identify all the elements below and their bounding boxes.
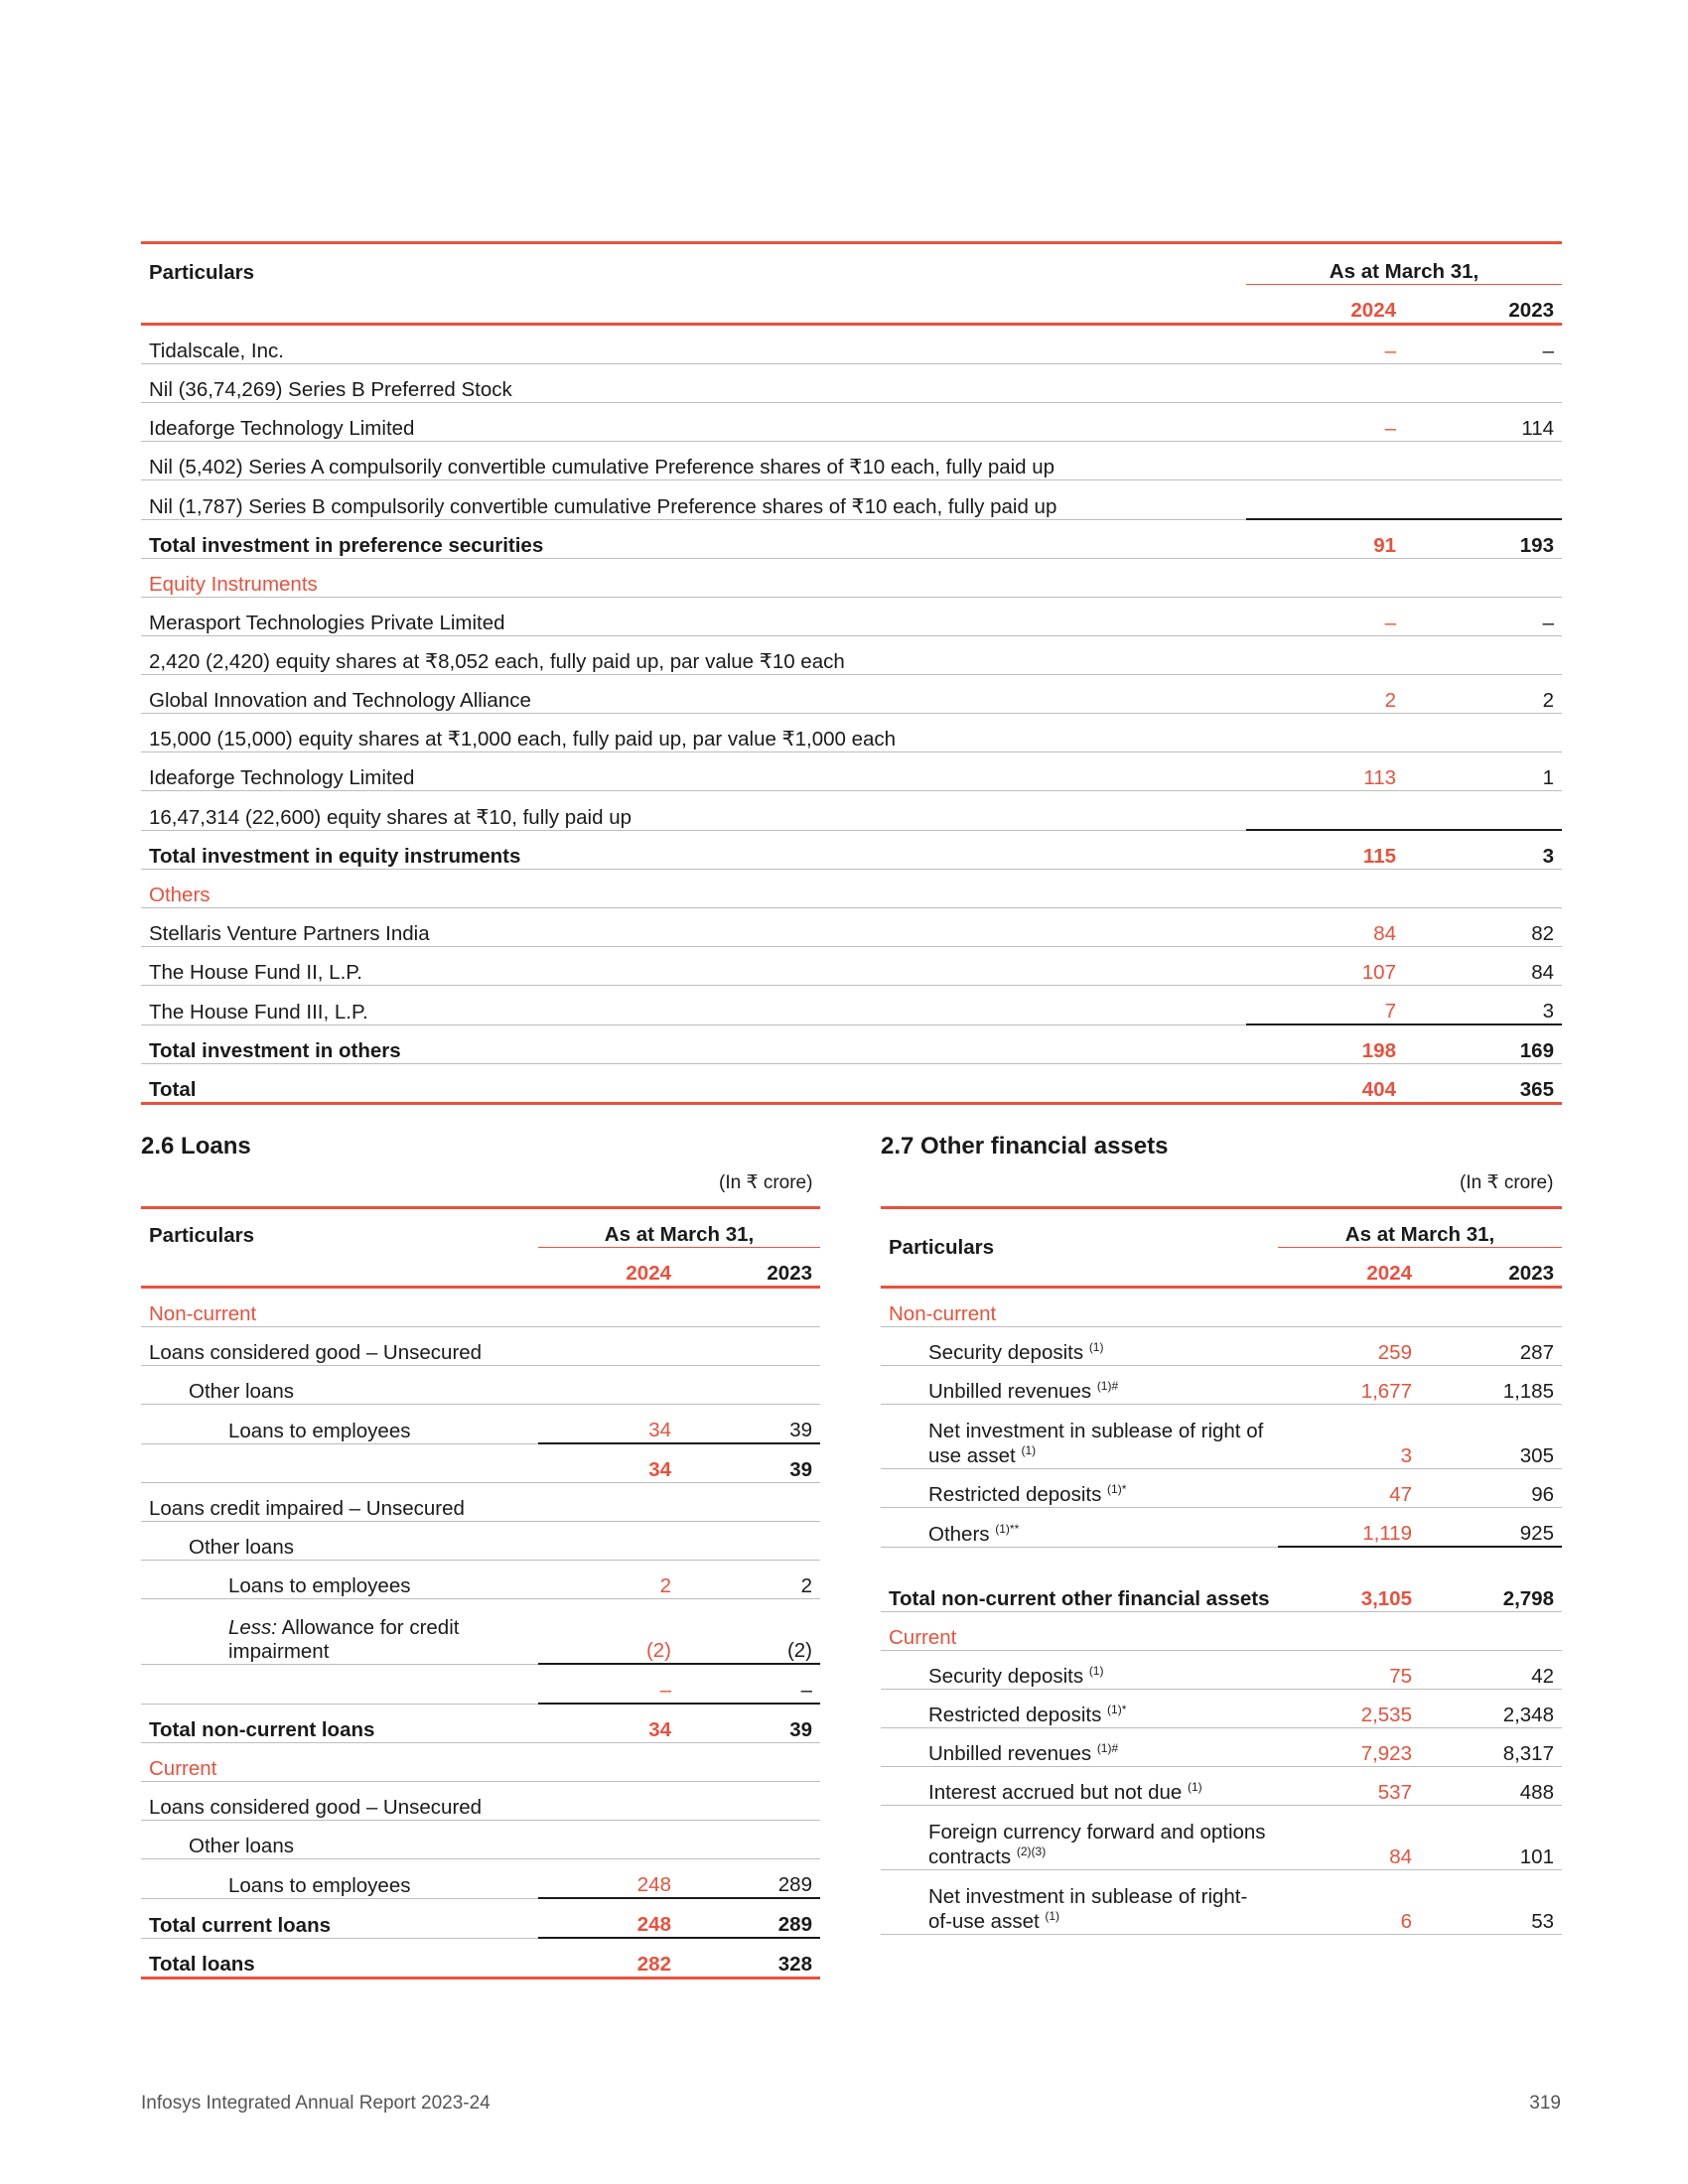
table-row <box>881 1690 1562 1728</box>
footnote-ref: (1)# <box>1096 1379 1119 1394</box>
value-2024: 198 <box>1246 1024 1404 1064</box>
table-row <box>141 791 1562 831</box>
row-label: Stellaris Venture Partners India <box>141 908 1246 947</box>
table-row <box>141 714 1562 752</box>
row-label <box>881 1508 1278 1548</box>
value-2023: 2 <box>1404 675 1562 714</box>
value-2024 <box>538 1782 679 1821</box>
grand-total-row <box>141 1064 1562 1104</box>
table-row <box>141 1405 820 1444</box>
row-label: Tidalscale, Inc. <box>141 325 1246 364</box>
row-label <box>141 1443 538 1483</box>
other-financial-assets-table <box>881 1206 1562 1935</box>
row-label: Nil (36,74,269) Series B Preferred Stock <box>141 364 1246 403</box>
value-2024: 2 <box>1246 675 1404 714</box>
row-label <box>141 1599 538 1665</box>
row-label <box>881 1870 1278 1935</box>
subtotal-row <box>141 1664 820 1704</box>
row-label-text: Others <box>928 1522 990 1546</box>
less-label: Less: <box>228 1615 277 1639</box>
table-row <box>141 636 1562 675</box>
value-2024: 91 <box>1246 519 1404 559</box>
table-row <box>881 1366 1562 1405</box>
value-2023 <box>1404 559 1562 598</box>
value-2023 <box>679 1522 820 1561</box>
value-2023: – <box>679 1664 820 1704</box>
value-2024: 47 <box>1278 1469 1420 1508</box>
value-2024: 259 <box>1278 1327 1420 1366</box>
row-label-text: Net investment in sublease of right-of-use asset <box>928 1885 1248 1933</box>
value-2024 <box>1278 1612 1420 1651</box>
row-label <box>881 1469 1278 1508</box>
value-2023 <box>679 1288 820 1327</box>
col-as-at: As at March 31, <box>1246 243 1562 285</box>
row-label: Loans credit impaired – Unsecured <box>141 1483 538 1522</box>
row-label: 16,47,314 (22,600) equity shares at ₹10, fully paid up <box>141 791 1246 831</box>
value-2024 <box>1246 636 1404 675</box>
row-label: Other loans <box>141 1522 538 1561</box>
table-row <box>141 325 1562 364</box>
value-2023: 193 <box>1404 519 1562 559</box>
value-2023: 53 <box>1420 1870 1562 1935</box>
row-label: Total non-current other financial assets <box>881 1547 1278 1612</box>
table-row <box>141 1599 820 1665</box>
value-2023: 488 <box>1420 1767 1562 1806</box>
value-2024: 34 <box>538 1443 679 1483</box>
value-2023 <box>679 1483 820 1522</box>
value-2024: 7 <box>1246 986 1404 1025</box>
section-heading: Non-current <box>881 1288 1278 1327</box>
table-row <box>141 1522 820 1561</box>
subtotal-row <box>141 519 1562 559</box>
row-label <box>881 1327 1278 1366</box>
value-2024: 2 <box>538 1561 679 1599</box>
row-label: Total current loans <box>141 1898 538 1938</box>
value-2024: 7,923 <box>1278 1728 1420 1767</box>
table-header-row <box>141 1248 820 1288</box>
row-label-text: Foreign currency forward and options contracts <box>928 1821 1266 1868</box>
table-row <box>881 1651 1562 1690</box>
row-label <box>881 1728 1278 1767</box>
value-2023 <box>679 1327 820 1366</box>
value-2023: (2) <box>679 1599 820 1665</box>
page-number: 319 <box>1529 2093 1561 2114</box>
section-heading-row <box>881 1612 1562 1651</box>
value-2024: 1,119 <box>1278 1508 1420 1548</box>
col-particulars: Particulars <box>141 243 1246 285</box>
value-2024: 84 <box>1278 1806 1420 1870</box>
section-heading: Others <box>141 870 1246 908</box>
value-2024 <box>538 1522 679 1561</box>
table-row <box>141 1821 820 1859</box>
row-label: Total investment in equity instruments <box>141 830 1246 870</box>
value-2023 <box>1420 1288 1562 1327</box>
row-label: Ideaforge Technology Limited <box>141 403 1246 442</box>
row-label: Loans to employees <box>141 1405 538 1444</box>
table-row <box>141 752 1562 791</box>
value-2024: 34 <box>538 1704 679 1743</box>
table-row <box>141 442 1562 480</box>
col-particulars: Particulars <box>141 1208 538 1248</box>
loans-title: 2.6 Loans <box>141 1133 251 1160</box>
footnote-ref: (2)(3) <box>1016 1844 1047 1859</box>
value-2023 <box>679 1782 820 1821</box>
value-2024 <box>538 1743 679 1782</box>
subtotal-row <box>141 1024 1562 1064</box>
row-label-text: Security deposits <box>928 1341 1084 1364</box>
value-2024: – <box>1246 403 1404 442</box>
table-row <box>881 1508 1562 1548</box>
value-2024: 84 <box>1246 908 1404 947</box>
col-2024: 2024 <box>1278 1248 1420 1288</box>
value-2023 <box>1404 714 1562 752</box>
investments-table <box>141 241 1562 1105</box>
row-label: Total loans <box>141 1938 538 1979</box>
value-2024: 34 <box>538 1405 679 1444</box>
row-label <box>881 1690 1278 1728</box>
value-2024: 1,677 <box>1278 1366 1420 1405</box>
col-particulars: Particulars <box>881 1208 1278 1288</box>
row-label: 2,420 (2,420) equity shares at ₹8,052 each, fully paid up, par value ₹10 each <box>141 636 1246 675</box>
row-label: Global Innovation and Technology Alliance <box>141 675 1246 714</box>
value-2023: 101 <box>1420 1806 1562 1870</box>
value-2024 <box>538 1821 679 1859</box>
loans-unit-note: (In ₹ crore) <box>719 1172 813 1193</box>
value-2024 <box>538 1327 679 1366</box>
section-heading: Current <box>881 1612 1278 1651</box>
value-2024: 115 <box>1246 830 1404 870</box>
row-label: The House Fund II, L.P. <box>141 947 1246 986</box>
row-label-text: Net investment in sublease of right of use asset <box>928 1420 1264 1467</box>
table-header-row <box>881 1208 1562 1248</box>
section-heading: Equity Instruments <box>141 559 1246 598</box>
value-2024 <box>1246 364 1404 403</box>
row-label <box>881 1651 1278 1690</box>
row-label <box>881 1806 1278 1870</box>
row-label <box>881 1767 1278 1806</box>
table-row <box>141 598 1562 636</box>
row-label: Nil (5,402) Series A compulsorily convertible cumulative Preference shares of ₹10 each, fully paid up <box>141 442 1246 480</box>
value-2024 <box>538 1366 679 1405</box>
row-label-text: Allowance for credit impairment <box>228 1615 460 1663</box>
value-2024 <box>1246 791 1404 831</box>
row-label-text: Restricted deposits <box>928 1483 1102 1506</box>
table-row <box>141 1782 820 1821</box>
section-heading-row <box>141 1288 820 1327</box>
value-2023: 39 <box>679 1405 820 1444</box>
value-2023: 289 <box>679 1859 820 1899</box>
table-row <box>881 1405 1562 1469</box>
value-2023 <box>1404 791 1562 831</box>
table-row <box>141 986 1562 1025</box>
ofa-title: 2.7 Other financial assets <box>881 1133 1169 1160</box>
col-as-at: As at March 31, <box>538 1208 820 1248</box>
section-heading-row <box>881 1288 1562 1327</box>
footnote-ref: (1) <box>1045 1909 1060 1924</box>
table-row <box>141 1327 820 1366</box>
table-header-row <box>141 243 1562 285</box>
value-2023: 2,348 <box>1420 1690 1562 1728</box>
table-row <box>141 1366 820 1405</box>
table-row <box>881 1767 1562 1806</box>
value-2024: 113 <box>1246 752 1404 791</box>
row-label: Other loans <box>141 1821 538 1859</box>
row-label: Ideaforge Technology Limited <box>141 752 1246 791</box>
subtotal-row <box>141 830 1562 870</box>
subtotal-row <box>141 1704 820 1743</box>
ofa-unit-note: (In ₹ crore) <box>1460 1172 1554 1193</box>
table-row <box>141 403 1562 442</box>
table-row <box>141 480 1562 520</box>
row-label: Total non-current loans <box>141 1704 538 1743</box>
table-header-row <box>141 1208 820 1248</box>
footnote-ref: (1) <box>1187 1780 1202 1795</box>
value-2023: – <box>1404 598 1562 636</box>
value-2024 <box>1246 480 1404 520</box>
value-2023: 84 <box>1404 947 1562 986</box>
value-2024: 2,535 <box>1278 1690 1420 1728</box>
table-row <box>881 1469 1562 1508</box>
table-row <box>141 1561 820 1599</box>
col-2023: 2023 <box>1404 285 1562 325</box>
row-label <box>881 1405 1278 1469</box>
report-name: Infosys Integrated Annual Report 2023-24 <box>141 2093 491 2114</box>
value-2023 <box>1420 1612 1562 1651</box>
value-2023: 8,317 <box>1420 1728 1562 1767</box>
footnote-ref: (1)* <box>1107 1482 1127 1497</box>
table-row <box>141 364 1562 403</box>
value-2023 <box>1404 636 1562 675</box>
value-2023: 287 <box>1420 1327 1562 1366</box>
value-2023 <box>679 1821 820 1859</box>
loans-table <box>141 1206 820 1979</box>
value-2024 <box>1246 714 1404 752</box>
value-2024: 107 <box>1246 947 1404 986</box>
value-2024: 3,105 <box>1278 1547 1420 1612</box>
table-row <box>141 675 1562 714</box>
value-2023: 1,185 <box>1420 1366 1562 1405</box>
row-label: Merasport Technologies Private Limited <box>141 598 1246 636</box>
row-label: The House Fund III, L.P. <box>141 986 1246 1025</box>
row-label: Total investment in others <box>141 1024 1246 1064</box>
value-2023 <box>1404 442 1562 480</box>
row-label: Loans to employees <box>141 1859 538 1899</box>
value-2024: 537 <box>1278 1767 1420 1806</box>
row-label: 15,000 (15,000) equity shares at ₹1,000 each, fully paid up, par value ₹1,000 each <box>141 714 1246 752</box>
table-row <box>141 908 1562 947</box>
subtotal-row <box>141 1898 820 1938</box>
value-2024: – <box>1246 598 1404 636</box>
col-2024: 2024 <box>1246 285 1404 325</box>
value-2024: 248 <box>538 1898 679 1938</box>
footnote-ref: (1) <box>1088 1664 1104 1679</box>
section-heading: Non-current <box>141 1288 538 1327</box>
footnote-ref: (1)* <box>1107 1703 1127 1717</box>
row-label-text: Restricted deposits <box>928 1704 1102 1726</box>
col-2023: 2023 <box>679 1248 820 1288</box>
row-label: Loans considered good – Unsecured <box>141 1327 538 1366</box>
table-row <box>881 1327 1562 1366</box>
row-label-text: Interest accrued but not due <box>928 1781 1183 1804</box>
table-header-row <box>141 285 1562 325</box>
value-2023: 39 <box>679 1704 820 1743</box>
footnote-ref: (1)# <box>1096 1741 1119 1756</box>
subtotal-row <box>141 1443 820 1483</box>
row-label: Nil (1,787) Series B compulsorily convertible cumulative Preference shares of ₹10 each, fully paid up <box>141 480 1246 520</box>
footnote-ref: (1) <box>1088 1340 1104 1355</box>
table-row <box>881 1728 1562 1767</box>
value-2023: 169 <box>1404 1024 1562 1064</box>
value-2024: 404 <box>1246 1064 1404 1104</box>
value-2023: 3 <box>1404 986 1562 1025</box>
subtotal-row <box>881 1547 1562 1612</box>
value-2024 <box>1246 442 1404 480</box>
value-2024 <box>538 1483 679 1522</box>
row-label: Total investment in preference securities <box>141 519 1246 559</box>
value-2024: – <box>1246 325 1404 364</box>
row-label: Loans to employees <box>141 1561 538 1599</box>
section-heading-row <box>141 870 1562 908</box>
row-label: Total <box>141 1064 1246 1104</box>
value-2023: 925 <box>1420 1508 1562 1548</box>
value-2023 <box>1404 870 1562 908</box>
col-2023: 2023 <box>1420 1248 1562 1288</box>
value-2023: 1 <box>1404 752 1562 791</box>
table-row <box>141 1483 820 1522</box>
value-2024 <box>1246 559 1404 598</box>
value-2024: – <box>538 1664 679 1704</box>
footnote-ref: (1) <box>1021 1443 1037 1458</box>
value-2023: 42 <box>1420 1651 1562 1690</box>
value-2024 <box>1278 1288 1420 1327</box>
value-2024: 75 <box>1278 1651 1420 1690</box>
row-label-text: Unbilled revenues <box>928 1380 1092 1403</box>
col-as-at: As at March 31, <box>1278 1208 1562 1248</box>
value-2023: 39 <box>679 1443 820 1483</box>
table-row <box>141 1859 820 1899</box>
value-2023: 3 <box>1404 830 1562 870</box>
value-2024 <box>538 1288 679 1327</box>
section-heading-row <box>141 559 1562 598</box>
row-label-text: Unbilled revenues <box>928 1742 1092 1765</box>
value-2023: 365 <box>1404 1064 1562 1104</box>
value-2023: 82 <box>1404 908 1562 947</box>
value-2023 <box>679 1743 820 1782</box>
table-row <box>881 1806 1562 1870</box>
row-label: Loans considered good – Unsecured <box>141 1782 538 1821</box>
value-2023 <box>679 1366 820 1405</box>
value-2023 <box>1404 480 1562 520</box>
table-row <box>881 1870 1562 1935</box>
value-2024: 282 <box>538 1938 679 1979</box>
value-2023: – <box>1404 325 1562 364</box>
value-2024: 6 <box>1278 1870 1420 1935</box>
col-2024: 2024 <box>538 1248 679 1288</box>
grand-total-row <box>141 1938 820 1979</box>
row-label <box>881 1366 1278 1405</box>
section-heading-row <box>141 1743 820 1782</box>
value-2023: 305 <box>1420 1405 1562 1469</box>
value-2024: (2) <box>538 1599 679 1665</box>
value-2024: 248 <box>538 1859 679 1899</box>
value-2023: 2 <box>679 1561 820 1599</box>
value-2023: 114 <box>1404 403 1562 442</box>
section-heading: Current <box>141 1743 538 1782</box>
value-2024: 3 <box>1278 1405 1420 1469</box>
value-2023: 328 <box>679 1938 820 1979</box>
row-label: Other loans <box>141 1366 538 1405</box>
row-label-text: Security deposits <box>928 1665 1084 1688</box>
value-2024 <box>1246 870 1404 908</box>
value-2023 <box>1404 364 1562 403</box>
value-2023: 2,798 <box>1420 1547 1562 1612</box>
value-2023: 289 <box>679 1898 820 1938</box>
footnote-ref: (1)** <box>995 1521 1020 1536</box>
value-2023: 96 <box>1420 1469 1562 1508</box>
row-label <box>141 1664 538 1704</box>
table-row <box>141 947 1562 986</box>
